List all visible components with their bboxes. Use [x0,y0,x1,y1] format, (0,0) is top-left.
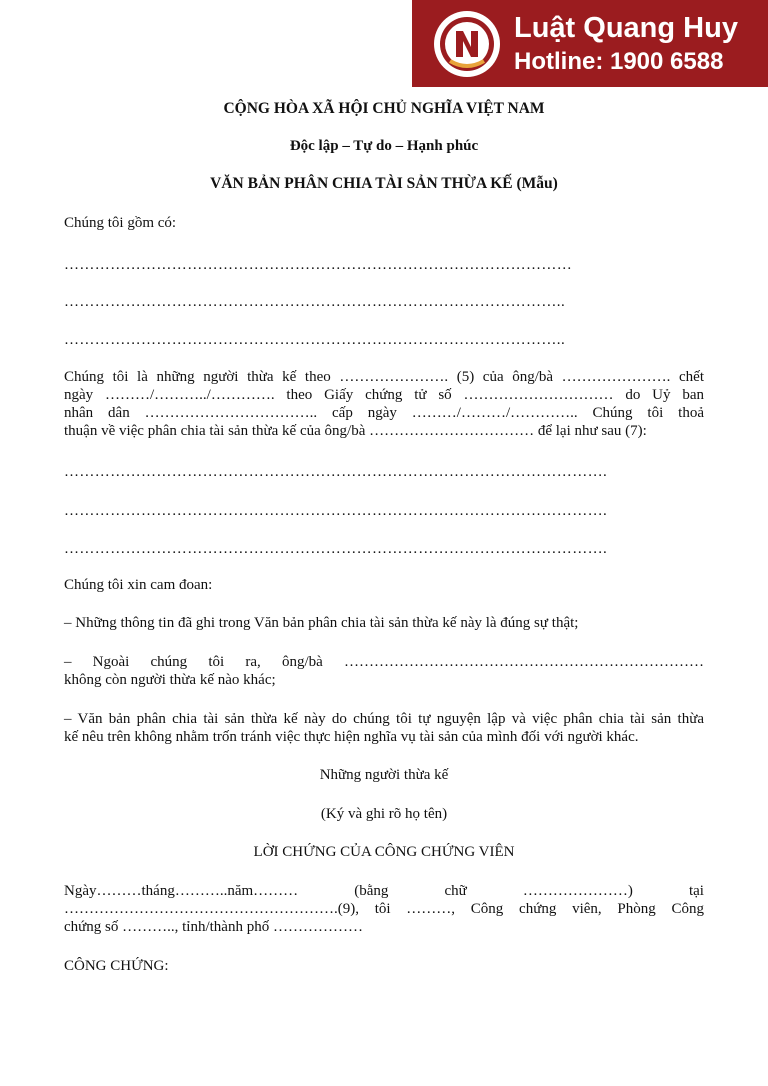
commitment-item-2-line-1: – Ngoài chúng tôi ra, ông/bà ……………………………………………………………… [64,654,704,670]
division-blank-line-3: ……………………………………………………………………………………………. [64,541,608,557]
commitments-intro: Chúng tôi xin cam đoan: [64,577,213,593]
inheritance-line-4: thuận về việc phân chia tài sản thừa kế của ông/bà …………………………… để lại như sau (7): [64,423,647,439]
brand-banner [412,0,768,87]
brand-name: Luật Quang Huy [514,11,738,44]
nation-heading: CỘNG HÒA XÃ HỘI CHỦ NGHĨA VIỆT NAM [223,100,545,117]
inheritance-line-2: ngày ………/………../…………. theo Giấy chứng tử số ………………………… do Uỷ ban [64,387,704,403]
document-title: VĂN BẢN PHÂN CHIA TÀI SẢN THỪA KẾ (Mẫu) [210,175,558,192]
notary-certify-heading: CÔNG CHỨNG: [64,958,169,974]
parties-intro: Chúng tôi gồm có: [64,215,177,231]
quang-huy-logo-icon [432,9,502,79]
motto-heading: Độc lập – Tự do – Hạnh phúc [289,138,479,154]
notary-title: LỜI CHỨNG CỦA CÔNG CHỨNG VIÊN [253,844,515,860]
commitment-item-2-line-2: không còn người thừa kế nào khác; [64,672,276,688]
division-blank-line-2: ……………………………………………………………………………………………. [64,503,608,519]
sign-note: (Ký và ghi rõ họ tên) [320,806,448,822]
notary-date-part-2: (bằng [354,883,389,899]
notary-line-2: ……………………………………………….(9), tôi ………, Công chứng viên, Phòng Công [64,901,704,917]
party-blank-line-3: …………………………………………………………………………………….. [64,332,566,348]
heirs-signature-label: Những người thừa kế [319,767,449,783]
party-blank-line-1: ……………………………………………………………………………………… [64,257,573,273]
inheritance-line-3: nhân dân …………………………….. cấp ngày ………/………/………….. Chúng tôi thoả [64,405,704,421]
division-blank-line-1: ……………………………………………………………………………………………. [64,464,608,480]
brand-hotline[interactable]: Hotline: 1900 6588 [514,47,724,75]
commitment-item-1: – Những thông tin đã ghi trong Văn bản phân chia tài sản thừa kế này là đúng sự thật; [64,615,579,631]
commitment-item-3-line-1: – Văn bản phân chia tài sản thừa kế này do chúng tôi tự nguyện lập và việc phân chia tài sản thừa [64,711,704,727]
party-blank-line-2: …………………………………………………………………………………….. [64,294,566,310]
notary-line-3: chứng số ……….., tỉnh/thành phố ……………… [64,919,363,935]
notary-date-part-1: Ngày………tháng………..năm……… [64,883,299,899]
notary-date-part-5: tại [688,883,704,899]
commitment-item-3-line-2: kế nêu trên không nhằm trốn tránh việc thực hiện nghĩa vụ tài sản của mình đối với người khác. [64,729,639,745]
notary-date-part-4: …………………) [522,883,633,899]
inheritance-line-1: Chúng tôi là những người thừa kế theo …………………. (5) của ông/bà …………………. chết [64,369,704,385]
notary-date-row [64,882,704,900]
notary-date-part-3: chữ [444,883,467,899]
